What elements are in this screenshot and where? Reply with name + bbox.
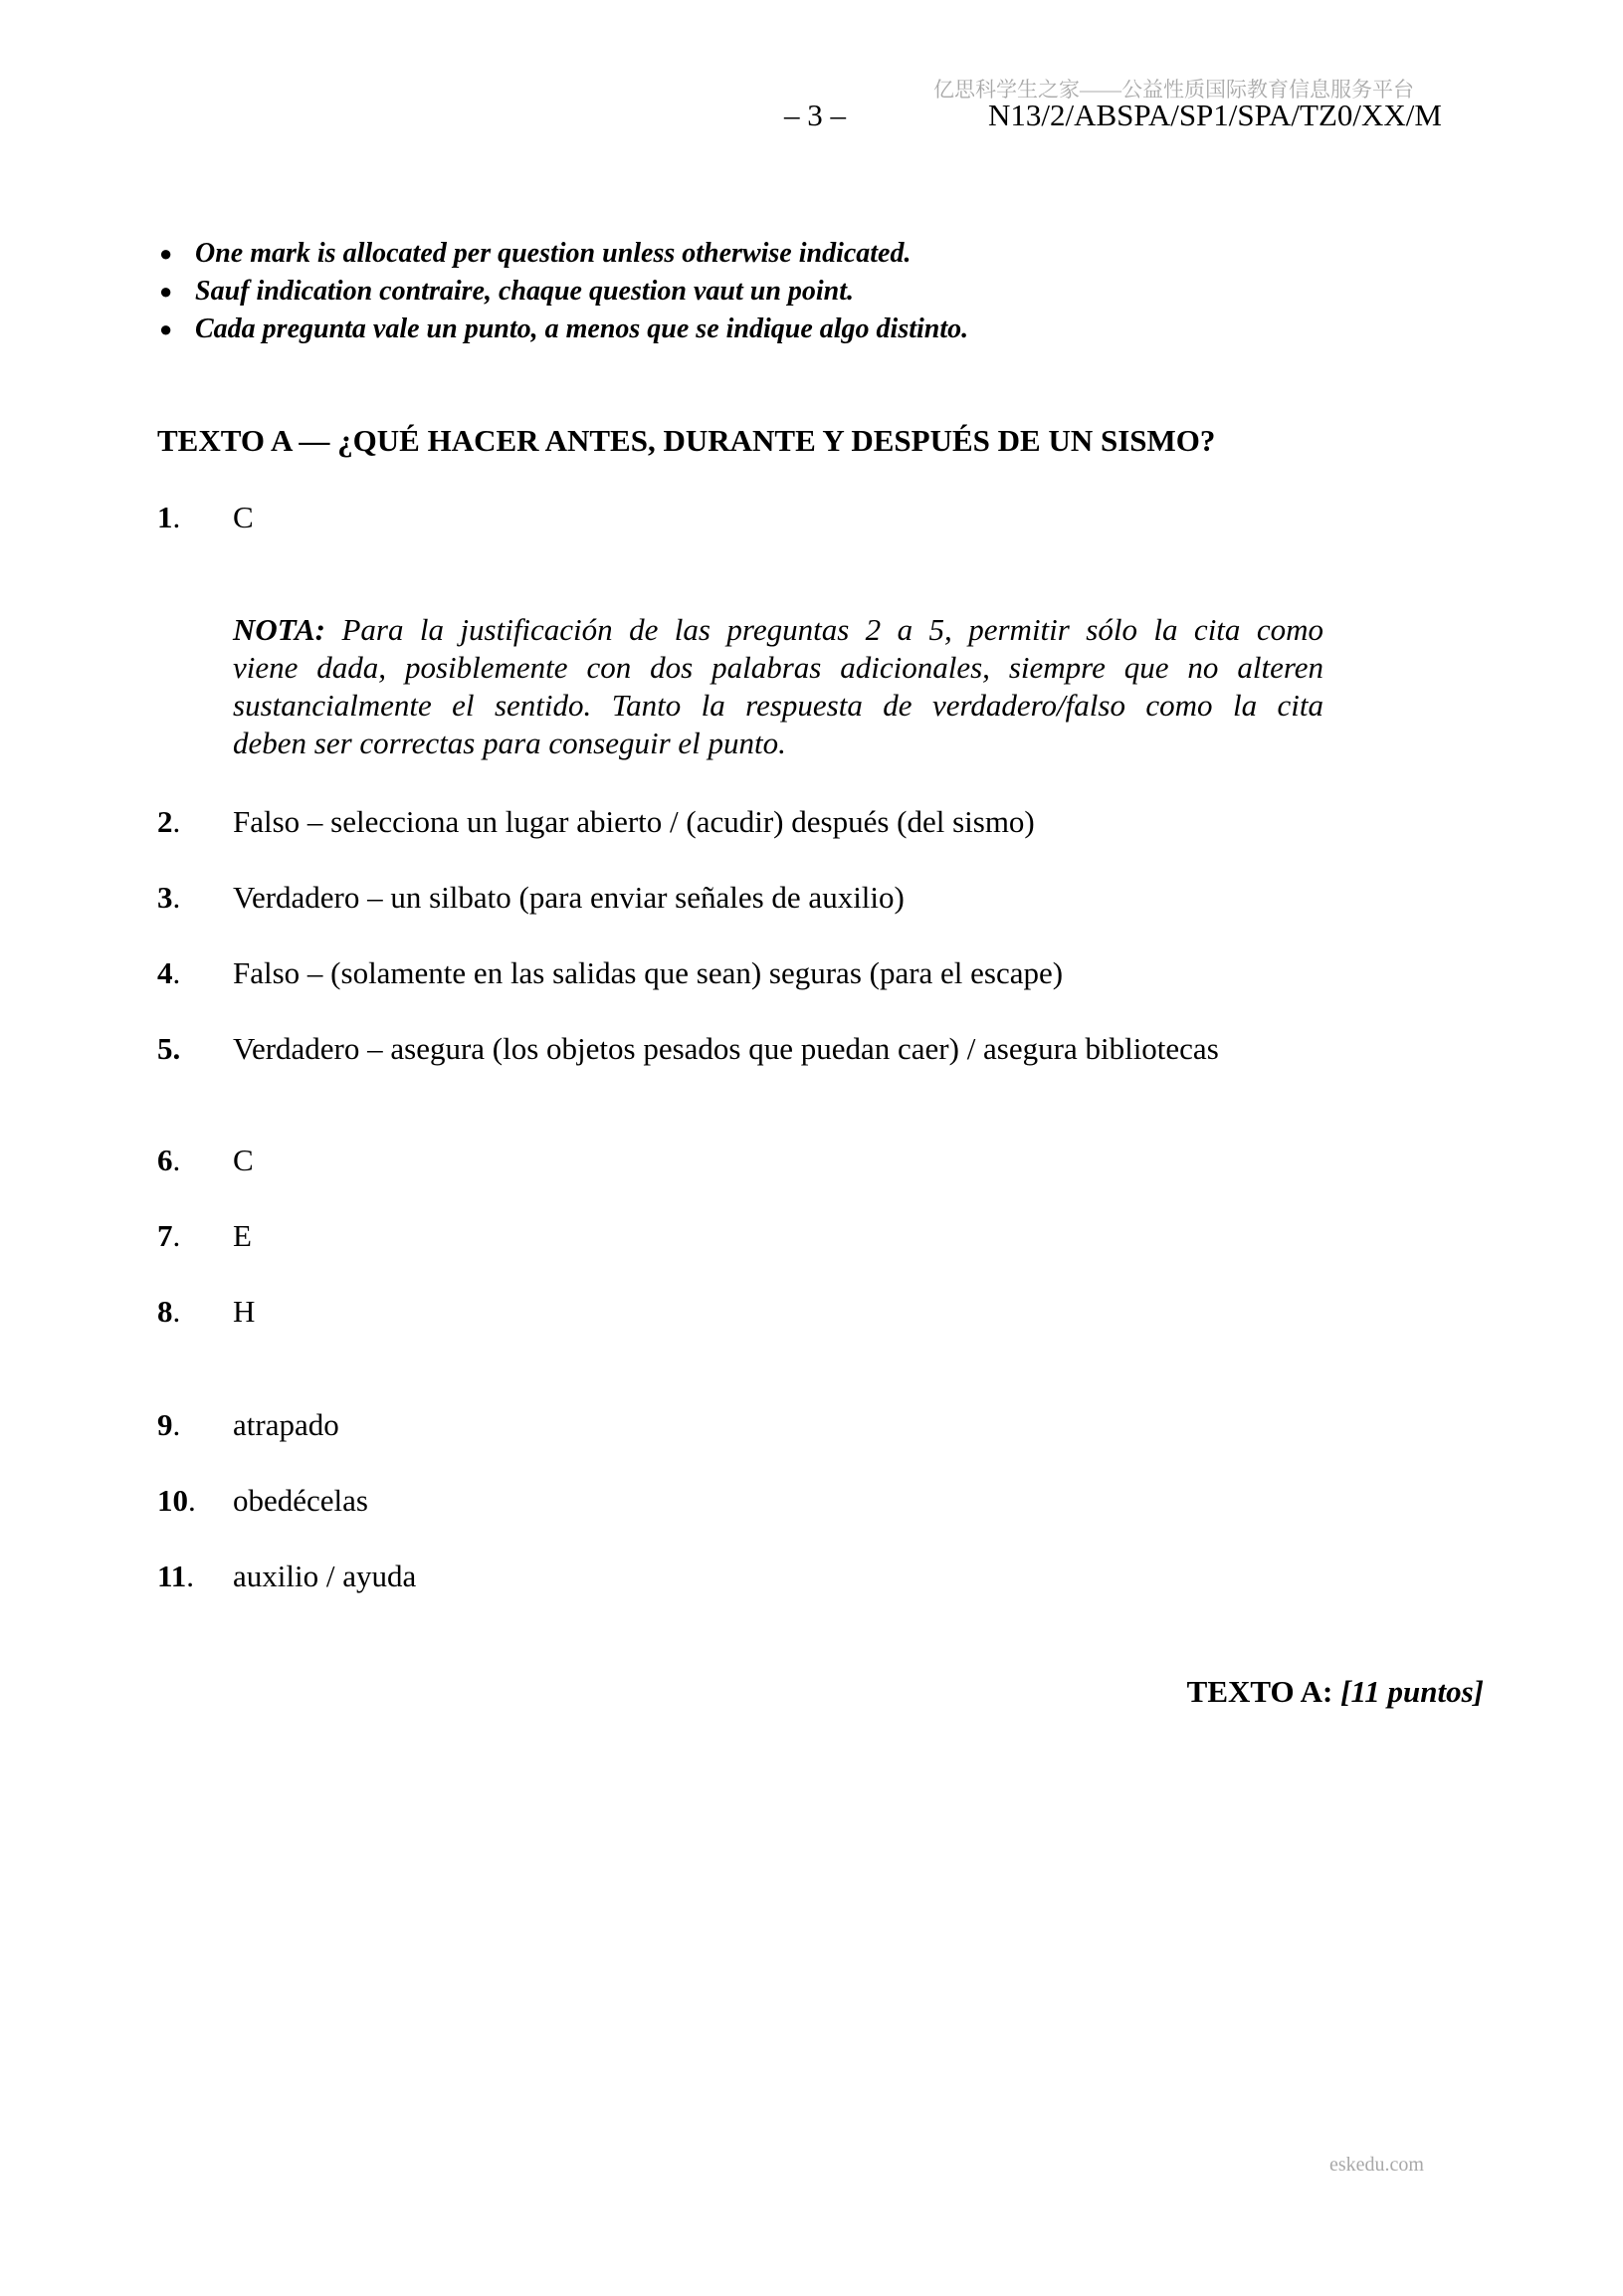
footer-watermark: eskedu.com [1329, 2154, 1424, 2176]
question-answer: E [233, 1218, 252, 1253]
question-number: 11. [157, 1559, 195, 1593]
instruction-text: One mark is allocated per question unless otherwise indicated. [195, 238, 912, 269]
question-answer: Falso – selecciona un lugar abierto / (acudir) después (del sismo) [233, 804, 1035, 839]
document-code: N13/2/ABSPA/SP1/SPA/TZ0/XX/M [988, 98, 1442, 132]
question-number: 10. [157, 1483, 196, 1518]
question-answer: Verdadero – asegura (los objetos pesados que puedan caer) / asegura bibliotecas [233, 1031, 1219, 1066]
header-watermark: 亿思科学生之家——公益性质国际教育信息服务平台 [933, 78, 1414, 102]
marking-instructions [157, 235, 968, 348]
question-number: 4. [157, 955, 181, 990]
question-answer: auxilio / ayuda [233, 1559, 417, 1593]
instruction-english [157, 235, 968, 273]
bullet-icon: ● [159, 316, 173, 341]
bullet-icon: ● [159, 241, 173, 266]
note-line-4: deben ser correctas para conseguir el punto. [233, 726, 786, 760]
nota-block [233, 611, 1323, 762]
note-label: NOTA: [233, 612, 325, 647]
instruction-text: Cada pregunta vale un punto, a menos que se indique algo distinto. [195, 313, 969, 344]
question-7 [157, 1218, 252, 1254]
section-title: TEXTO A — ¿QUÉ HACER ANTES, DURANTE Y DESPUÉS DE UN SISMO? [157, 423, 1216, 458]
question-number: 1. [157, 500, 181, 534]
question-4 [157, 955, 1063, 991]
question-number: 9. [157, 1407, 181, 1442]
question-answer: Verdadero – un silbato (para enviar señales de auxilio) [233, 880, 905, 915]
question-9 [157, 1407, 339, 1443]
question-6 [157, 1143, 254, 1178]
question-3 [157, 880, 905, 916]
bullet-icon: ● [159, 279, 173, 304]
note-line-1: NOTA: Para la justificación de las preguntas 2 a 5, permitir sólo la cita como [233, 612, 1323, 647]
question-number: 2. [157, 804, 181, 839]
page-number: – 3 – [784, 98, 846, 132]
total-points: [11 puntos] [1340, 1674, 1484, 1709]
question-number: 7. [157, 1218, 181, 1253]
instruction-text: Sauf indication contraire, chaque question vaut un point. [195, 276, 855, 307]
question-answer: Falso – (solamente en las salidas que sean) seguras (para el escape) [233, 955, 1064, 990]
note-line-2: viene dada, posiblemente con dos palabras adicionales, siempre que no alteren [233, 650, 1323, 685]
section-total [1187, 1674, 1484, 1710]
total-label: TEXTO A: [1186, 1674, 1333, 1709]
question-answer: H [233, 1294, 256, 1329]
question-number: 3. [157, 880, 181, 915]
question-10 [157, 1483, 368, 1519]
question-answer: C [233, 1143, 254, 1177]
question-number: 8. [157, 1294, 181, 1329]
question-8 [157, 1294, 255, 1330]
note-line-3: sustancialmente el sentido. Tanto la respuesta de verdadero/falso como la cita [233, 688, 1323, 723]
instruction-spanish [157, 311, 968, 348]
question-number: 6. [157, 1143, 181, 1177]
question-1 [157, 500, 254, 535]
question-2 [157, 804, 1035, 840]
question-11 [157, 1559, 416, 1594]
question-5 [157, 1031, 1219, 1067]
instruction-french [157, 273, 968, 311]
question-number: 5. [157, 1031, 181, 1066]
question-answer: obedécelas [233, 1483, 368, 1518]
question-answer: C [233, 500, 254, 534]
question-answer: atrapado [233, 1407, 339, 1442]
